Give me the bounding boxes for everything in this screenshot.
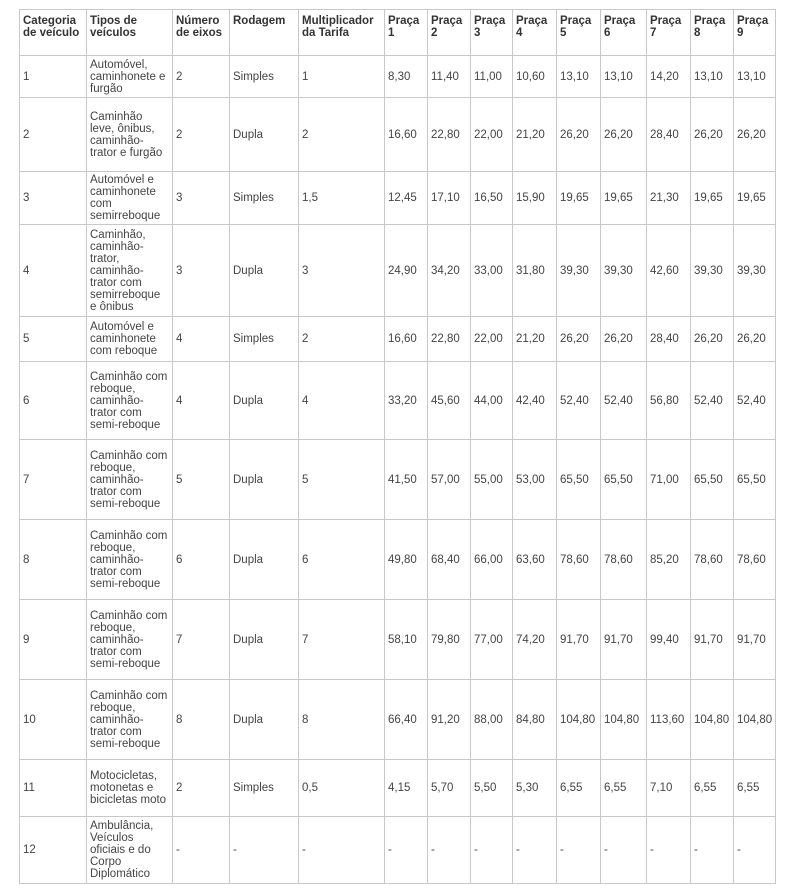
cell-categoria: 2 xyxy=(20,98,87,172)
cell-praca-7: - xyxy=(647,817,691,884)
cell-praca-4: 31,80 xyxy=(513,225,557,317)
header-praca-7: Praça 7 xyxy=(647,10,691,56)
cell-praca-6: 26,20 xyxy=(601,317,647,362)
cell-tipo-veiculo: Caminhão com reboque, caminhão-trator com semi-reboque xyxy=(87,362,173,440)
cell-multiplicador: 3 xyxy=(299,225,385,317)
cell-categoria: 6 xyxy=(20,362,87,440)
cell-categoria: 4 xyxy=(20,225,87,317)
cell-praca-5: 65,50 xyxy=(557,440,601,520)
cell-categoria: 10 xyxy=(20,680,87,760)
cell-eixos: 3 xyxy=(173,225,230,317)
header-multiplicador: Multiplicador da Tarifa xyxy=(299,10,385,56)
cell-praca-8: 39,30 xyxy=(691,225,734,317)
cell-praca-3: 16,50 xyxy=(471,172,513,225)
cell-praca-7: 28,40 xyxy=(647,98,691,172)
cell-praca-1: 4,15 xyxy=(385,760,428,817)
cell-praca-3: 55,00 xyxy=(471,440,513,520)
cell-praca-7: 42,60 xyxy=(647,225,691,317)
cell-praca-9: 65,50 xyxy=(734,440,776,520)
cell-praca-4: 15,90 xyxy=(513,172,557,225)
cell-praca-5: 39,30 xyxy=(557,225,601,317)
cell-eixos: 4 xyxy=(173,362,230,440)
cell-rodagem: Dupla xyxy=(230,225,299,317)
cell-praca-7: 7,10 xyxy=(647,760,691,817)
cell-praca-8: 19,65 xyxy=(691,172,734,225)
cell-praca-2: 5,70 xyxy=(428,760,471,817)
header-praca-2: Praça 2 xyxy=(428,10,471,56)
cell-praca-5: 13,10 xyxy=(557,56,601,98)
cell-praca-2: 91,20 xyxy=(428,680,471,760)
cell-praca-2: 45,60 xyxy=(428,362,471,440)
cell-praca-4: 21,20 xyxy=(513,98,557,172)
cell-eixos: 7 xyxy=(173,600,230,680)
cell-praca-1: 66,40 xyxy=(385,680,428,760)
cell-tipo-veiculo: Automóvel e caminhonete com reboque xyxy=(87,317,173,362)
cell-tipo-veiculo: Ambulância, Veículos oficiais e do Corpo Diplomático xyxy=(87,817,173,884)
cell-praca-1: 41,50 xyxy=(385,440,428,520)
cell-rodagem: Simples xyxy=(230,317,299,362)
cell-praca-3: 22,00 xyxy=(471,317,513,362)
cell-praca-1: 58,10 xyxy=(385,600,428,680)
cell-praca-8: 104,80 xyxy=(691,680,734,760)
cell-praca-9: 39,30 xyxy=(734,225,776,317)
cell-praca-5: 52,40 xyxy=(557,362,601,440)
cell-rodagem: Simples xyxy=(230,56,299,98)
cell-praca-3: 44,00 xyxy=(471,362,513,440)
cell-praca-5: 104,80 xyxy=(557,680,601,760)
cell-tipo-veiculo: Automóvel, caminhonete e furgão xyxy=(87,56,173,98)
header-categoria: Categoria de veículo xyxy=(20,10,87,56)
table-row xyxy=(20,600,776,680)
cell-praca-5: - xyxy=(557,817,601,884)
header-praca-4: Praça 4 xyxy=(513,10,557,56)
cell-praca-5: 78,60 xyxy=(557,520,601,600)
cell-praca-4: 5,30 xyxy=(513,760,557,817)
cell-categoria: 1 xyxy=(20,56,87,98)
cell-rodagem: - xyxy=(230,817,299,884)
table-row xyxy=(20,440,776,520)
cell-praca-7: 56,80 xyxy=(647,362,691,440)
cell-categoria: 12 xyxy=(20,817,87,884)
cell-tipo-veiculo: Caminhão com reboque, caminhão-trator com semi-reboque xyxy=(87,680,173,760)
table-row xyxy=(20,225,776,317)
cell-tipo-veiculo: Caminhão com reboque, caminhão-trator com semi-reboque xyxy=(87,520,173,600)
cell-praca-3: 66,00 xyxy=(471,520,513,600)
table-row xyxy=(20,680,776,760)
cell-praca-5: 6,55 xyxy=(557,760,601,817)
cell-multiplicador: 4 xyxy=(299,362,385,440)
cell-multiplicador: 7 xyxy=(299,600,385,680)
cell-praca-2: 17,10 xyxy=(428,172,471,225)
cell-categoria: 5 xyxy=(20,317,87,362)
table-row xyxy=(20,172,776,225)
header-tipos: Tipos de veículos xyxy=(87,10,173,56)
cell-multiplicador: 2 xyxy=(299,98,385,172)
cell-rodagem: Dupla xyxy=(230,440,299,520)
cell-praca-7: 85,20 xyxy=(647,520,691,600)
cell-categoria: 3 xyxy=(20,172,87,225)
cell-rodagem: Simples xyxy=(230,760,299,817)
header-rodagem: Rodagem xyxy=(230,10,299,56)
cell-praca-9: 52,40 xyxy=(734,362,776,440)
cell-categoria: 7 xyxy=(20,440,87,520)
cell-praca-7: 71,00 xyxy=(647,440,691,520)
cell-praca-8: 26,20 xyxy=(691,98,734,172)
cell-praca-9: - xyxy=(734,817,776,884)
cell-multiplicador: - xyxy=(299,817,385,884)
cell-praca-6: 6,55 xyxy=(601,760,647,817)
cell-praca-8: 65,50 xyxy=(691,440,734,520)
cell-praca-3: 22,00 xyxy=(471,98,513,172)
cell-praca-9: 19,65 xyxy=(734,172,776,225)
header-praca-3: Praça 3 xyxy=(471,10,513,56)
cell-rodagem: Dupla xyxy=(230,600,299,680)
cell-praca-9: 13,10 xyxy=(734,56,776,98)
cell-praca-9: 26,20 xyxy=(734,98,776,172)
cell-praca-4: - xyxy=(513,817,557,884)
table-row xyxy=(20,98,776,172)
cell-tipo-veiculo: Caminhão leve, ônibus, caminhão-trator e furgão xyxy=(87,98,173,172)
cell-rodagem: Simples xyxy=(230,172,299,225)
cell-multiplicador: 1 xyxy=(299,56,385,98)
cell-eixos: 2 xyxy=(173,56,230,98)
cell-praca-6: - xyxy=(601,817,647,884)
header-praca-9: Praça 9 xyxy=(734,10,776,56)
cell-praca-2: 57,00 xyxy=(428,440,471,520)
cell-praca-3: 5,50 xyxy=(471,760,513,817)
cell-praca-1: 33,20 xyxy=(385,362,428,440)
cell-praca-4: 21,20 xyxy=(513,317,557,362)
cell-praca-3: 88,00 xyxy=(471,680,513,760)
cell-eixos: 8 xyxy=(173,680,230,760)
cell-praca-6: 13,10 xyxy=(601,56,647,98)
cell-praca-7: 113,60 xyxy=(647,680,691,760)
cell-praca-3: 33,00 xyxy=(471,225,513,317)
cell-praca-1: - xyxy=(385,817,428,884)
cell-categoria: 9 xyxy=(20,600,87,680)
cell-praca-2: - xyxy=(428,817,471,884)
cell-praca-6: 52,40 xyxy=(601,362,647,440)
cell-categoria: 8 xyxy=(20,520,87,600)
cell-praca-6: 65,50 xyxy=(601,440,647,520)
cell-eixos: 2 xyxy=(173,760,230,817)
cell-praca-8: - xyxy=(691,817,734,884)
cell-eixos: 2 xyxy=(173,98,230,172)
table-row xyxy=(20,362,776,440)
cell-eixos: 3 xyxy=(173,172,230,225)
cell-praca-4: 42,40 xyxy=(513,362,557,440)
cell-praca-9: 6,55 xyxy=(734,760,776,817)
cell-praca-4: 63,60 xyxy=(513,520,557,600)
cell-praca-5: 26,20 xyxy=(557,317,601,362)
cell-praca-3: - xyxy=(471,817,513,884)
table-row xyxy=(20,317,776,362)
header-praca-8: Praça 8 xyxy=(691,10,734,56)
cell-praca-1: 49,80 xyxy=(385,520,428,600)
cell-praca-2: 22,80 xyxy=(428,317,471,362)
cell-rodagem: Dupla xyxy=(230,680,299,760)
cell-praca-1: 16,60 xyxy=(385,98,428,172)
cell-praca-5: 91,70 xyxy=(557,600,601,680)
cell-praca-8: 52,40 xyxy=(691,362,734,440)
header-row xyxy=(20,10,776,56)
cell-praca-6: 91,70 xyxy=(601,600,647,680)
cell-praca-5: 26,20 xyxy=(557,98,601,172)
cell-praca-6: 78,60 xyxy=(601,520,647,600)
cell-tipo-veiculo: Automóvel e caminhonete com semirreboque xyxy=(87,172,173,225)
cell-multiplicador: 0,5 xyxy=(299,760,385,817)
table-row xyxy=(20,760,776,817)
cell-rodagem: Dupla xyxy=(230,362,299,440)
cell-praca-2: 79,80 xyxy=(428,600,471,680)
table-row xyxy=(20,56,776,98)
cell-multiplicador: 8 xyxy=(299,680,385,760)
cell-praca-8: 91,70 xyxy=(691,600,734,680)
cell-multiplicador: 5 xyxy=(299,440,385,520)
header-praca-1: Praça 1 xyxy=(385,10,428,56)
cell-praca-5: 19,65 xyxy=(557,172,601,225)
cell-tipo-veiculo: Motocicletas, motonetas e bicicletas moto xyxy=(87,760,173,817)
cell-praca-9: 26,20 xyxy=(734,317,776,362)
cell-praca-4: 10,60 xyxy=(513,56,557,98)
cell-eixos: 5 xyxy=(173,440,230,520)
cell-praca-8: 13,10 xyxy=(691,56,734,98)
cell-praca-2: 68,40 xyxy=(428,520,471,600)
cell-categoria: 11 xyxy=(20,760,87,817)
cell-praca-1: 8,30 xyxy=(385,56,428,98)
cell-praca-4: 53,00 xyxy=(513,440,557,520)
cell-tipo-veiculo: Caminhão com reboque, caminhão-trator com semi-reboque xyxy=(87,600,173,680)
table-row xyxy=(20,817,776,884)
header-praca-6: Praça 6 xyxy=(601,10,647,56)
cell-tipo-veiculo: Caminhão com reboque, caminhão-trator com semi-reboque xyxy=(87,440,173,520)
cell-rodagem: Dupla xyxy=(230,98,299,172)
cell-praca-3: 11,00 xyxy=(471,56,513,98)
cell-praca-9: 78,60 xyxy=(734,520,776,600)
cell-praca-2: 22,80 xyxy=(428,98,471,172)
cell-praca-9: 104,80 xyxy=(734,680,776,760)
table-row xyxy=(20,520,776,600)
cell-praca-8: 6,55 xyxy=(691,760,734,817)
cell-praca-7: 28,40 xyxy=(647,317,691,362)
cell-praca-1: 16,60 xyxy=(385,317,428,362)
cell-multiplicador: 6 xyxy=(299,520,385,600)
cell-praca-7: 14,20 xyxy=(647,56,691,98)
cell-praca-6: 104,80 xyxy=(601,680,647,760)
cell-praca-4: 74,20 xyxy=(513,600,557,680)
cell-praca-6: 26,20 xyxy=(601,98,647,172)
cell-praca-8: 26,20 xyxy=(691,317,734,362)
toll-table xyxy=(19,9,776,884)
cell-praca-2: 11,40 xyxy=(428,56,471,98)
cell-praca-9: 91,70 xyxy=(734,600,776,680)
cell-praca-7: 99,40 xyxy=(647,600,691,680)
cell-tipo-veiculo: Caminhão, caminhão-trator, caminhão-trator com semirreboque e ônibus xyxy=(87,225,173,317)
cell-eixos: 6 xyxy=(173,520,230,600)
cell-multiplicador: 2 xyxy=(299,317,385,362)
cell-rodagem: Dupla xyxy=(230,520,299,600)
cell-praca-6: 39,30 xyxy=(601,225,647,317)
header-eixos: Número de eixos xyxy=(173,10,230,56)
cell-praca-1: 12,45 xyxy=(385,172,428,225)
cell-praca-2: 34,20 xyxy=(428,225,471,317)
cell-multiplicador: 1,5 xyxy=(299,172,385,225)
cell-praca-4: 84,80 xyxy=(513,680,557,760)
cell-praca-1: 24,90 xyxy=(385,225,428,317)
cell-eixos: - xyxy=(173,817,230,884)
cell-praca-6: 19,65 xyxy=(601,172,647,225)
cell-praca-8: 78,60 xyxy=(691,520,734,600)
cell-eixos: 4 xyxy=(173,317,230,362)
header-praca-5: Praça 5 xyxy=(557,10,601,56)
cell-praca-7: 21,30 xyxy=(647,172,691,225)
cell-praca-3: 77,00 xyxy=(471,600,513,680)
